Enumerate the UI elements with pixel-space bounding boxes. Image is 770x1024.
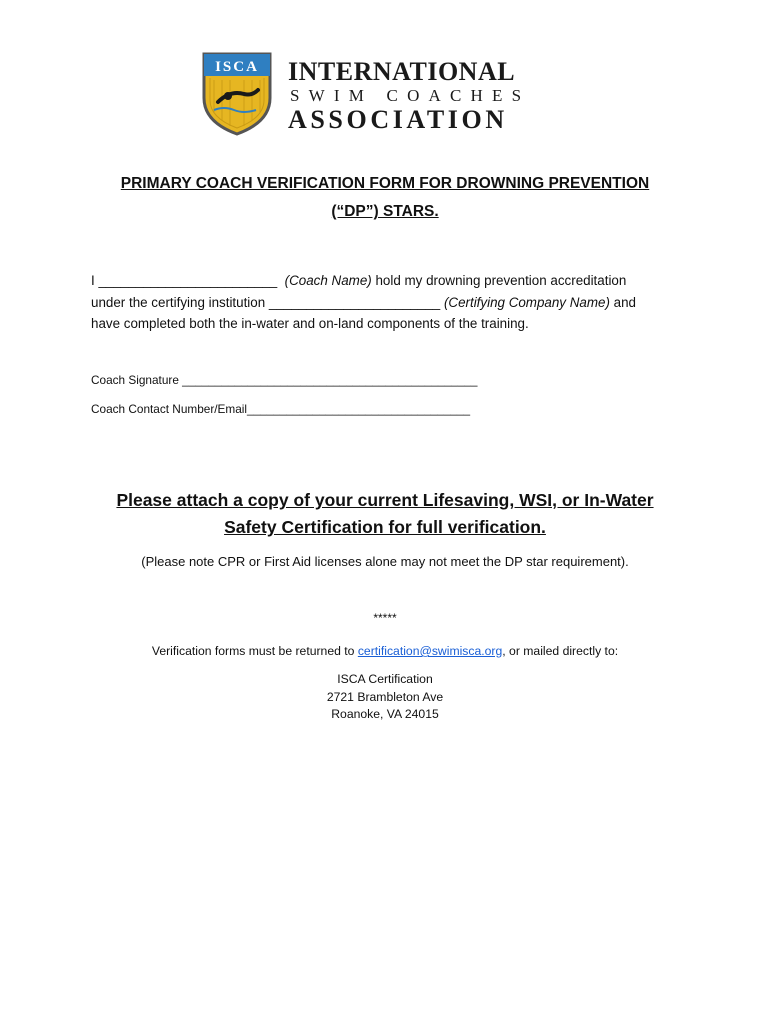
statement-line2 xyxy=(91,292,691,314)
form-title-line2: (“DP”) STARS. xyxy=(331,203,439,220)
attach-line1: Please attach a copy of your current Lifesaving, WSI, or In-Water xyxy=(116,490,654,510)
statement-text2: under the certifying institution xyxy=(91,294,266,310)
address-line3: Roanoke, VA 24015 xyxy=(331,707,439,721)
statement-paragraph xyxy=(91,270,691,335)
coach-signature-field xyxy=(91,372,477,388)
coach-contact-label: Coach Contact Number/Email xyxy=(91,402,248,416)
statement-text3: and xyxy=(613,294,636,310)
certification-email-link[interactable]: certification@swimisca.org xyxy=(357,644,503,658)
org-name-line1: INTERNATIONAL xyxy=(288,57,516,86)
isca-logo xyxy=(200,50,530,140)
certifying-company-blank[interactable]: _______________________ xyxy=(268,294,441,310)
cpr-note: (Please note CPR or First Aid licenses alone may not meet the DP star requirement). xyxy=(141,554,629,569)
return-text-after: , or mailed directly to: xyxy=(502,644,619,658)
statement-line3: have completed both the in-water and on-land components of the training. xyxy=(91,316,529,331)
attach-line2: Safety Certification for full verification. xyxy=(224,517,546,537)
return-instructions xyxy=(60,642,710,660)
coach-signature-blank[interactable]: _____________________________________________ xyxy=(182,373,478,387)
coach-signature-label: Coach Signature xyxy=(91,373,179,387)
org-name-line2: SWIM COACHES xyxy=(290,86,531,105)
mailing-address xyxy=(60,671,710,724)
coach-contact-blank[interactable]: __________________________________ xyxy=(247,402,471,416)
coach-name-hint: (Coach Name) xyxy=(284,273,372,288)
address-line1: ISCA Certification xyxy=(337,672,433,686)
coach-name-blank[interactable]: ________________________ xyxy=(98,273,278,288)
separator: ***** xyxy=(373,611,397,625)
isca-shield-icon xyxy=(200,50,274,136)
statement-line1 xyxy=(91,270,691,292)
attach-instruction xyxy=(60,487,710,541)
return-text-before: Verification forms must be returned to xyxy=(151,644,355,658)
address-line2: 2721 Brambleton Ave xyxy=(326,689,444,704)
statement-prefix: I xyxy=(91,273,95,288)
org-name xyxy=(288,57,531,134)
coach-contact-field xyxy=(91,401,470,417)
shield-text: ISCA xyxy=(215,59,259,75)
form-title-line1: PRIMARY COACH VERIFICATION FORM FOR DROWNING PREVENTION xyxy=(120,175,650,192)
form-title xyxy=(60,170,710,226)
org-name-line3: ASSOCIATION xyxy=(288,105,508,134)
statement-text1: hold my drowning prevention accreditation xyxy=(375,273,627,288)
company-name-hint: (Certifying Company Name) xyxy=(443,294,610,310)
